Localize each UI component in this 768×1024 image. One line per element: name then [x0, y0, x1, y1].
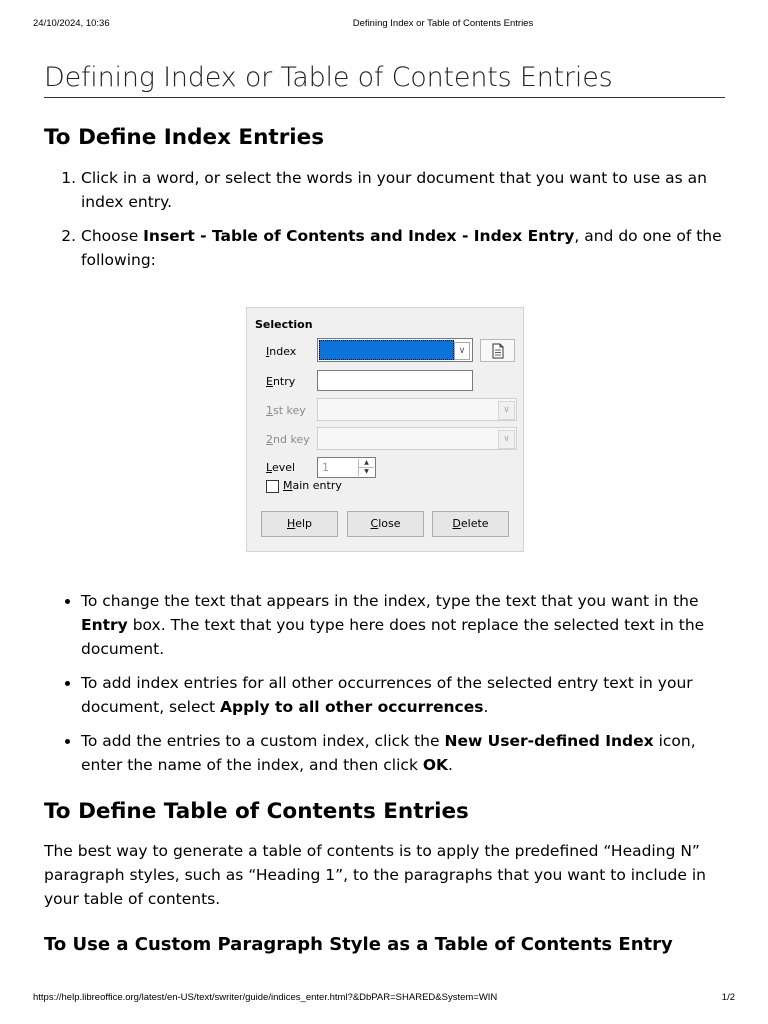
section-heading-toc-entries: To Define Table of Contents Entries: [44, 799, 469, 824]
level-spinner[interactable]: [317, 457, 376, 478]
second-key-dropdown[interactable]: [317, 427, 517, 450]
menu-path: Insert - Table of Contents and Index - Index Entry: [143, 227, 575, 245]
list-item: • To add the entries to a custom index, click the New User-defined Index icon, enter the name of the index, and then click OK.: [81, 729, 731, 777]
page-number: 1/2: [721, 992, 735, 1003]
first-key-label: 1st key: [266, 404, 306, 417]
help-button[interactable]: Help: [261, 511, 338, 537]
page-url: https://help.libreoffice.org/latest/en-US/text/swriter/guide/indices_enter.html?&DbPAR=SHARED&System=WIN: [33, 992, 498, 1003]
chevron-down-icon[interactable]: ∨: [498, 430, 515, 449]
entry-field[interactable]: [317, 370, 473, 391]
main-content: [44, 60, 725, 955]
chevron-down-icon[interactable]: ∨: [498, 401, 515, 420]
main-entry-label[interactable]: Main entry: [283, 479, 342, 492]
index-dropdown-selection: [319, 340, 454, 360]
selection-section-title: Selection: [255, 318, 313, 331]
list-item: • To add index entries for all other occurrences of the selected entry text in your document, select Apply to all other occurrences.: [81, 671, 731, 719]
print-datetime: 24/10/2024, 10:36: [33, 18, 110, 29]
spinner-buttons[interactable]: [358, 459, 374, 476]
step-item: 2. Choose Insert - Table of Contents and Index - Index Entry, and do one of the following:: [81, 224, 731, 272]
section-heading-custom-style: To Use a Custom Paragraph Style as a Table of Contents Entry: [44, 934, 673, 955]
list-item: • To change the text that appears in the index, type the text that you want in the Entry box. The text that you type here does not replace the selected text in the document.: [81, 589, 731, 661]
level-label: Level: [266, 461, 296, 474]
index-label: Index: [266, 345, 297, 358]
print-header: [0, 18, 768, 32]
print-title: Defining Index or Table of Contents Entries: [352, 18, 534, 29]
main-entry-checkbox[interactable]: [266, 480, 279, 493]
close-button[interactable]: Close: [347, 511, 424, 537]
section-heading-index-entries: To Define Index Entries: [44, 125, 325, 150]
index-dropdown[interactable]: [317, 338, 473, 362]
spin-up-icon[interactable]: ▲: [359, 459, 374, 468]
first-key-dropdown[interactable]: [317, 398, 517, 421]
steps-list: [44, 166, 731, 282]
print-footer: [0, 992, 768, 1006]
second-key-label: 2nd key: [266, 433, 310, 446]
chevron-down-icon[interactable]: ∨: [454, 342, 470, 360]
entry-label: Entry: [266, 375, 296, 388]
toc-paragraph: The best way to generate a table of contents is to apply the predefined “Heading N” paragraph styles, such as “Heading 1”, to the paragraphs that you want to include in your table of contents.: [44, 842, 706, 908]
new-user-defined-index-button[interactable]: [480, 339, 515, 362]
options-list: [44, 589, 731, 787]
level-value: 1: [322, 461, 329, 474]
delete-button[interactable]: Delete: [432, 511, 509, 537]
new-document-icon: [492, 343, 504, 359]
spin-down-icon[interactable]: ▼: [364, 468, 369, 475]
index-entry-dialog: [246, 307, 524, 552]
page-title: Defining Index or Table of Contents Entries: [44, 60, 725, 98]
step-item: 1. Click in a word, or select the words in your document that you want to use as an index entry.: [81, 166, 731, 214]
